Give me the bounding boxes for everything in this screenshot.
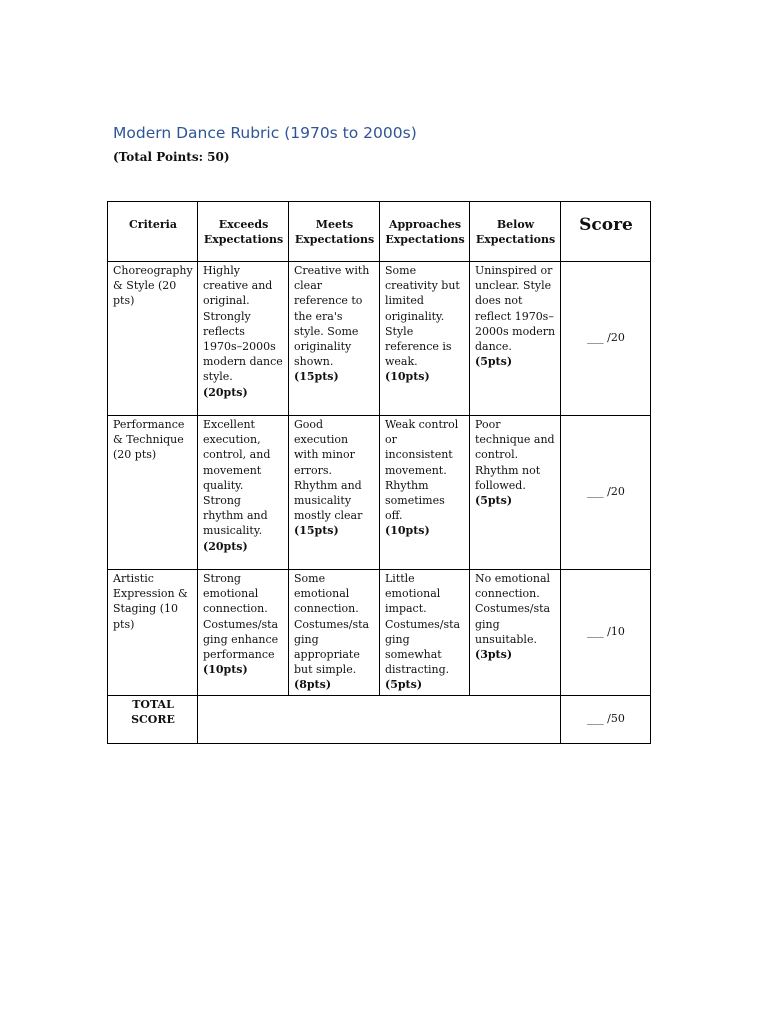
points-label: (10pts) [385,370,430,384]
descriptor-text: Weak control or inconsistent movement. Rhythm sometimes off. [385,418,459,523]
score-blank[interactable]: ___ /20 [561,262,651,416]
descriptor-text: Little emotional impact. Costumes/staging somewhat distracting. [385,572,461,677]
header-approaches: Approaches Expectations [380,202,470,262]
criteria-cell: Artistic Expression & Staging (10 pts) [108,570,198,696]
approaches-cell [380,262,470,416]
score-blank[interactable]: ___ /20 [561,416,651,570]
header-meets: Meets Expectations [289,202,380,262]
meets-cell [289,570,380,696]
descriptor-text: Poor technique and control. Rhythm not followed. [475,418,555,492]
criteria-cell: Choreography & Style (20 pts) [108,262,198,416]
descriptor-text: Highly creative and original. Strongly reflects 1970s–2000s modern dance style. [203,264,283,384]
approaches-cell [380,570,470,696]
below-cell [470,570,561,696]
header-exceeds: Exceeds Expectations [198,202,289,262]
points-label: (20pts) [203,539,248,553]
points-label: (15pts) [294,370,339,384]
table-row [108,570,651,696]
meets-cell [289,416,380,570]
points-label: (10pts) [385,524,430,538]
exceeds-cell [198,262,289,416]
header-criteria: Criteria [108,202,198,262]
descriptor-text: Some emotional connection. Costumes/staging appropriate but simple. [294,572,370,677]
criteria-cell: Performance & Technique (20 pts) [108,416,198,570]
exceeds-cell [198,416,289,570]
descriptor-text: Good execution with minor errors. Rhythm and musicality mostly clear [294,418,363,523]
below-cell [470,416,561,570]
points-label: (8pts) [294,678,332,692]
points-label: (5pts) [385,678,423,692]
header-score: Score [561,202,651,262]
points-label: (10pts) [203,663,248,677]
descriptor-text: No emotional connection. Costumes/staging unsuitable. [475,572,551,646]
total-score-label: TOTAL SCORE [108,695,198,743]
header-row [108,202,651,262]
approaches-cell [380,416,470,570]
descriptor-text: Creative with clear reference to the era's style. Some originality shown. [294,264,370,369]
descriptor-text: Uninspired or unclear. Style does not reflect 1970s–2000s modern dance. [475,264,556,354]
points-label: (5pts) [475,355,513,369]
points-label: (5pts) [475,494,513,508]
descriptor-text: Strong emotional connection. Costumes/staging enhance performance [203,572,279,662]
points-label: (20pts) [203,385,248,399]
table-row [108,262,651,416]
descriptor-text: Some creativity but limited originality. Style reference is weak. [385,264,460,369]
total-score-blank[interactable]: ___ /50 [561,695,651,743]
score-blank[interactable]: ___ /10 [561,570,651,696]
total-row [108,695,651,743]
points-label: (3pts) [475,648,513,662]
table-row [108,416,651,570]
below-cell [470,262,561,416]
total-empty-cell [198,695,561,743]
exceeds-cell [198,570,289,696]
descriptor-text: Excellent execution, control, and movement quality. Strong rhythm and musicality. [203,418,271,538]
header-below: Below Expectations [470,202,561,262]
total-points-subtitle: (Total Points: 50) [113,150,230,164]
document-title: Modern Dance Rubric (1970s to 2000s) [113,124,417,142]
meets-cell [289,262,380,416]
points-label: (15pts) [294,524,339,538]
rubric-table [107,201,651,744]
